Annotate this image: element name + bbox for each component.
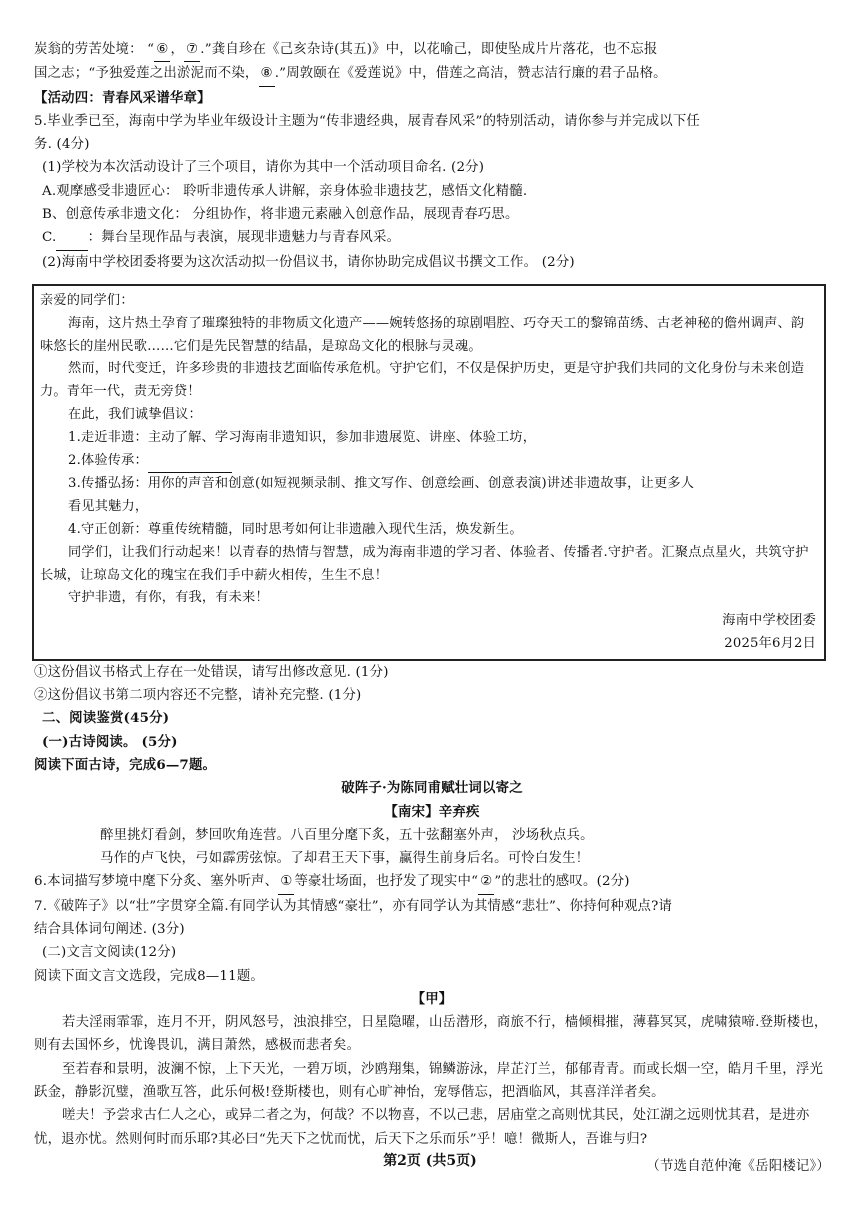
blank-7[interactable]: ⑦ xyxy=(184,38,200,62)
passage-label: 【甲】 xyxy=(411,990,453,1007)
poem-line: 马作的卢飞快，弓如霹雳弦惊。了却君王天下事，赢得生前身后名。可怜白发生！ xyxy=(100,851,590,867)
blank-8[interactable]: ⑧ xyxy=(259,62,275,86)
reading-instruction-2: 阅读下面文言文选段，完成8—11题。 xyxy=(34,968,265,984)
option-a: A.观摩感受非遗匠心： 聆听非遗传承人讲解，亲身体验非遗技艺，感悟文化精髓. xyxy=(42,183,528,199)
poem-line: 醉里挑灯看剑，梦回吹角连营。八百里分麾下炙，五十弦翻塞外声， 沙场秋点兵。 xyxy=(100,827,594,843)
activity-heading: 【活动四：青春风采谱华章】 xyxy=(34,89,211,106)
letter-intro: 在此，我们诚挚倡议： xyxy=(68,406,202,422)
blank-q6-2[interactable]: ② xyxy=(478,870,494,894)
proposal-letter-box xyxy=(32,284,826,661)
letter-item-2: 2.体验传承： xyxy=(40,450,816,474)
letter-item-3: 3.传播弘扬：用你的声音和创意(如短视频录制、推文写作、创意绘画、创意表演)讲述非遗故事，让更多人 xyxy=(68,476,695,492)
passage-source: （节选自范仲淹《岳阳楼记》） xyxy=(646,1158,830,1174)
letter-greeting: 亲爱的同学们： xyxy=(40,292,134,308)
poem-author: 【南宋】辛弃疾 xyxy=(384,803,480,820)
letter-date: 2025年6月2日 xyxy=(724,635,816,651)
question-5-cont: 务. (4分) xyxy=(34,137,90,153)
letter-item-4: 4.守正创新：尊重传统精髓，同时思考如何让非遗融入现代生活，焕发新生。 xyxy=(68,521,523,537)
blank-6[interactable]: ⑥ xyxy=(154,38,170,62)
poem-title: 破阵子·为陈同甫赋壮词以寄之 xyxy=(341,780,523,797)
question-5-1: (1)学校为本次活动设计了三个项目，请你为其中一个活动项目命名. (2分) xyxy=(42,160,485,176)
item-2-blank[interactable] xyxy=(148,450,232,474)
letter-signature: 海南中学校团委 xyxy=(722,613,816,629)
option-c-blank[interactable] xyxy=(56,226,87,250)
page-number: 第2页 (共5页) xyxy=(383,1153,477,1169)
passage-paragraph-1: 若夫淫雨霏霏，连月不开，阴风怒号，浊浪排空，日星隐曜，山岳潜形，商旅不行，樯倾楫摧，薄暮冥冥，虎啸猿啼.登斯楼也，则有去国怀乡，忧谗畏讥，满目萧然，感极而悲者矣。 xyxy=(34,1015,828,1054)
question-7-cont: 结合具体词句阐述. (3分) xyxy=(34,921,185,937)
exam-page xyxy=(34,38,830,1178)
passage-paragraph-3: 嗟夫！予尝求古仁人之心，或异二者之为，何哉？不以物喜，不以己悲，居庙堂之高则忧其民，处江湖之远则忧其君，是进亦忧，退亦忧。然则何时而乐耶?其必曰“先天下之忧而忧，后天下之乐而乐”乎！噫！微斯人，吾谁与归? xyxy=(34,1108,810,1147)
sub-question-2: ②这份倡议书第二项内容还不完整，请补充完整. (1分) xyxy=(34,688,362,704)
option-c: C. ：舞台呈现作品与表演，展现非遗魅力与青春风采。 xyxy=(34,226,830,250)
letter-item-3-cont: 看见其魅力， xyxy=(68,499,149,515)
letter-item-1: 1.走近非遗：主动了解、学习海南非遗知识，参加非遗展览、讲座、体验工坊， xyxy=(68,429,537,445)
question-7: 7.《破阵子》以“壮”字贯穿全篇.有同学认为其情感“豪壮”，亦有同学认为其情感“悲壮”、你持何种观点?请 xyxy=(34,898,673,914)
text-line: 国之志；“予独爱莲之出淤泥而不染， ⑧ .”周敦颐在《爱莲说》中，借莲之高洁，赞志洁行廉的君子品格。 xyxy=(34,62,830,86)
question-5-2: (2)海南中学校团委将要为这次活动拟一份倡议书，请你协助完成倡议书撰文工作。 (2分) xyxy=(42,254,575,270)
subsection-heading-2: (二)文言文阅读(12分) xyxy=(42,945,177,961)
reading-instruction: 阅读下面古诗，完成6—7题。 xyxy=(34,756,217,773)
subsection-heading: (一)古诗阅读。 (5分) xyxy=(42,733,178,750)
letter-slogan: 守护非遗，有你，有我，有未来！ xyxy=(68,590,269,606)
passage-paragraph-2: 至若春和景明，波澜不惊，上下天光，一碧万顷，沙鸥翔集，锦鳞游泳，岸芷汀兰，郁郁青青。而或长烟一空，皓月千里，浮光跃金，静影沉璧，渔歌互答，此乐何极!登斯楼也，则有心旷神怡，宠辱偕忘，把酒临风，其喜洋洋者矣。 xyxy=(34,1061,824,1101)
section-heading: 二、阅读鉴赏(45分) xyxy=(42,710,170,727)
blank-q6-1[interactable]: ① xyxy=(278,870,294,894)
question-5: 5.毕业季已至，海南中学为毕业年级设计主题为“传非遗经典，展青春风采”的特别活动，请你参与并完成以下任 xyxy=(34,113,701,129)
letter-closing: 同学们，让我们行动起来！以青春的热情与智慧，成为海南非遗的学习者、体验者、传播者.守护者。汇聚点点星火，共筑守护长城，让琼岛文化的瑰宝在我们手中薪火相传，生生不息！ xyxy=(40,544,809,583)
sub-question-1: ①这份倡议书格式上存在一处错误，请写出修改意见. (1分) xyxy=(34,664,389,680)
question-6: 6.本词描写梦境中麾下分炙、塞外听声、 ① 等豪壮场面，也抒发了现实中“ ② ”的悲壮的感叹。(2分) xyxy=(34,870,830,894)
option-b: B、创意传承非遗文化： 分组协作，将非遗元素融入创意作品，展现青春巧思。 xyxy=(42,207,519,223)
text-line: 炭翁的劳苦处境： “ ⑥ ， ⑦ .”龚自珍在《己亥杂诗(其五)》中，以花喻己，即使坠成片片落花，也不忘报 xyxy=(34,38,830,62)
letter-paragraph-2: 然而，时代变迁，许多珍贵的非遗技艺面临传承危机。守护它们，不仅是保护历史，更是守护我们共同的文化身份与未来创造力。青年一代，责无旁贷！ xyxy=(40,361,805,400)
letter-paragraph-1: 海南，这片热土孕育了璀璨独特的非物质文化遗产——婉转悠扬的琼剧唱腔、巧夺天工的黎锦苗绣、古老神秘的儋州调声、韵味悠长的崖州民歌……它们是先民智慧的结晶，是琼岛文化的根脉与灵魂。 xyxy=(40,315,805,354)
